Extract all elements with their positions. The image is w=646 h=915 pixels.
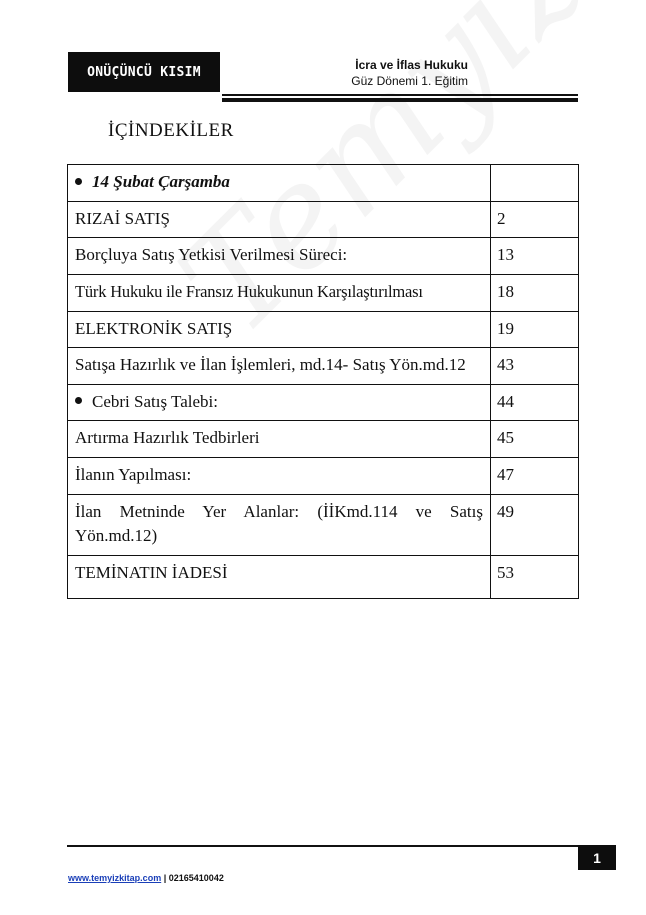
website-link[interactable]: www.temyizkitap.com xyxy=(68,873,162,883)
page-number: 1 xyxy=(593,849,601,866)
toc-entry: Borçluya Satış Yetkisi Verilmesi Süreci: xyxy=(68,238,491,275)
toc-page: 43 xyxy=(491,348,579,385)
toc-entry: İlan Metninde Yer Alanlar: (İİKmd.114 ve Satış Yön.md.12) xyxy=(68,494,491,555)
toc-entry-text: Cebri Satış Talebi: xyxy=(92,391,218,411)
section-label: ONÜÇÜNCÜ KISIM xyxy=(87,64,201,80)
phone-number: 02165410042 xyxy=(168,873,224,883)
header-rule-thick xyxy=(222,98,578,102)
toc-page: 2 xyxy=(491,201,579,238)
toc-page: 47 xyxy=(491,458,579,495)
toc-row[interactable] xyxy=(68,421,579,458)
toc-entry: TEMİNATIN İADESİ xyxy=(68,556,491,599)
course-subtitle: Güz Dönemi 1. Eğitim xyxy=(351,74,468,88)
toc-entry xyxy=(68,384,491,421)
toc-page xyxy=(491,165,579,202)
toc-page: 18 xyxy=(491,274,579,311)
section-badge xyxy=(68,52,220,92)
bullet-icon xyxy=(75,397,82,404)
toc-page: 53 xyxy=(491,556,579,599)
footer-separator: | xyxy=(163,873,167,883)
toc-title: İÇİNDEKİLER xyxy=(108,120,234,141)
toc-entry: Türk Hukuku ile Fransız Hukukunun Karşılaştırılması xyxy=(68,274,491,311)
toc-page: 49 xyxy=(491,494,579,555)
header-rule-thin xyxy=(222,94,578,96)
toc-entry: İlanın Yapılması: xyxy=(68,458,491,495)
page-number-badge xyxy=(578,845,616,870)
toc-page: 13 xyxy=(491,238,579,275)
footer xyxy=(68,873,224,883)
toc-row[interactable] xyxy=(68,165,579,202)
toc-table xyxy=(67,164,579,599)
toc-entry: Artırma Hazırlık Tedbirleri xyxy=(68,421,491,458)
toc-row[interactable] xyxy=(68,311,579,348)
course-title: İcra ve İflas Hukuku xyxy=(355,58,468,72)
toc-entry-text: 14 Şubat Çarşamba xyxy=(92,172,230,191)
toc-entry: Satışa Hazırlık ve İlan İşlemleri, md.14- Satış Yön.md.12 xyxy=(68,348,491,385)
toc-row[interactable] xyxy=(68,494,579,555)
toc-row[interactable] xyxy=(68,238,579,275)
toc-row[interactable] xyxy=(68,556,579,599)
toc-entry xyxy=(68,165,491,202)
toc-row[interactable] xyxy=(68,201,579,238)
bullet-icon xyxy=(75,178,82,185)
footer-rule xyxy=(67,845,615,847)
toc-row[interactable] xyxy=(68,274,579,311)
toc-page: 44 xyxy=(491,384,579,421)
toc-row[interactable] xyxy=(68,384,579,421)
toc-entry: ELEKTRONİK SATIŞ xyxy=(68,311,491,348)
toc-row[interactable] xyxy=(68,348,579,385)
toc-page: 19 xyxy=(491,311,579,348)
toc-page: 45 xyxy=(491,421,579,458)
toc-row[interactable] xyxy=(68,458,579,495)
toc-entry: RIZAİ SATIŞ xyxy=(68,201,491,238)
